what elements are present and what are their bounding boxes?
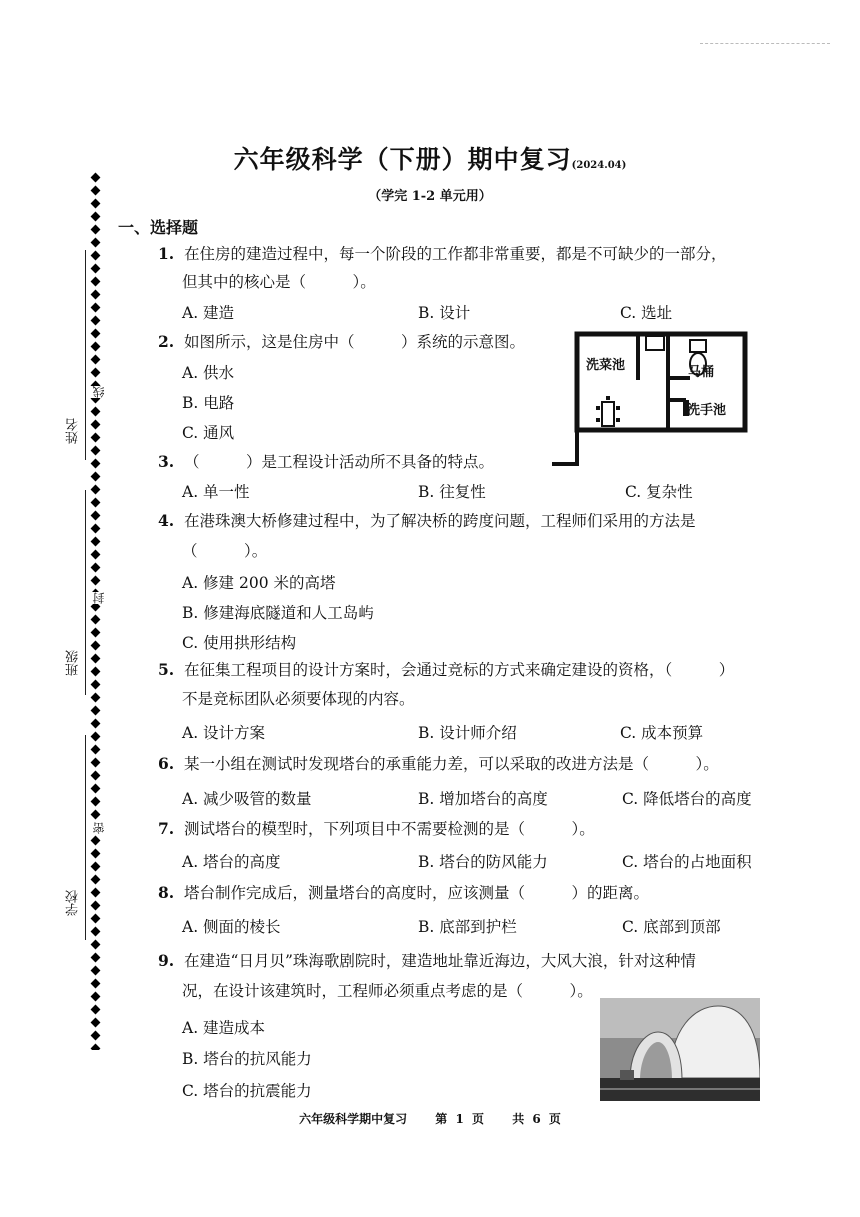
q9-option-a: A. 建造成本 (182, 1019, 266, 1037)
scan-artifact (700, 43, 830, 44)
supply-pipe (552, 430, 577, 464)
binding-diamond (90, 251, 100, 261)
binding-diamond (90, 576, 100, 586)
binding-diamond (90, 342, 100, 352)
question-2 (158, 331, 525, 353)
question-text-line: 在港珠澳大桥修建过程中，为了解决桥的跨度问题，工程师们采用的方法是 (184, 512, 696, 530)
binding-diamond (90, 628, 100, 638)
question-number: 6. (158, 754, 175, 773)
q1-option-a: A. 建造 (182, 304, 235, 322)
binding-diamond (90, 459, 100, 469)
binding-diamond (90, 355, 100, 365)
binding-diamond (90, 420, 100, 430)
q5-option-a: A. 设计方案 (182, 724, 266, 742)
q2-option-b: B. 电路 (182, 394, 235, 412)
footer-total: 共 6 页 (512, 1112, 561, 1126)
q4-option-b: B. 修建海底隧道和人工岛屿 (182, 604, 374, 622)
binding-diamond (90, 563, 100, 573)
question-text-line: 某一小组在测试时发现塔台的承重能力差，可以采取的改进方法是（ ）。 (184, 755, 719, 773)
binding-diamond (90, 524, 100, 534)
binding-diamond (90, 888, 100, 898)
class-label: 班级 (66, 650, 81, 676)
binding-diamond (90, 238, 100, 248)
question-number: 3. (158, 452, 175, 471)
binding-diamond (90, 641, 100, 651)
binding-diamond (90, 1031, 100, 1041)
q8-option-b: B. 底部到护栏 (418, 918, 517, 936)
question-7 (158, 818, 595, 840)
binding-diamond (90, 914, 100, 924)
question-9-line-2: 况，在设计该建筑时，工程师必须重点考虑的是（ ）。 (182, 982, 593, 1000)
opera-house-illustration (600, 998, 760, 1101)
binding-diamond (90, 771, 100, 781)
binding-diamond (90, 1018, 100, 1028)
binding-diamond (90, 472, 100, 482)
question-4 (158, 510, 696, 532)
binding-diamond (90, 706, 100, 716)
q4-option-a: A. 修建 200 米的高塔 (182, 574, 336, 592)
binding-diamond-border (88, 170, 102, 1050)
dining-table-icon (602, 402, 614, 426)
q7-option-a: A. 塔台的高度 (182, 853, 281, 871)
question-text-line: 在住房的建造过程中，每一个阶段的工作都非常重要，都是不可缺少的一部分， (184, 245, 727, 263)
class-blank-line (85, 490, 86, 695)
q6-option-b: B. 增加塔台的高度 (418, 790, 548, 808)
binding-diamond (90, 667, 100, 677)
question-number: 9. (158, 951, 175, 970)
binding-diamond (90, 849, 100, 859)
binding-diamond (90, 966, 100, 976)
binding-diamond (90, 407, 100, 417)
binding-diamond (90, 1005, 100, 1015)
toilet-tank (690, 340, 706, 352)
q9-option-c: C. 塔台的抗震能力 (182, 1082, 312, 1100)
question-text-line: 如图所示，这是住房中（ ）系统的示意图。 (184, 333, 526, 351)
q8-option-c: C. 底部到顶部 (622, 918, 721, 936)
question-1-line-2: 但其中的核心是（ ）。 (182, 273, 376, 291)
opera-house-photo (600, 998, 760, 1101)
title-date: (2024.04) (571, 160, 627, 171)
binding-diamond (90, 875, 100, 885)
binding-diamond (90, 784, 100, 794)
binding-diamond (90, 797, 100, 807)
q5-option-b: B. 设计师介绍 (418, 724, 517, 742)
binding-diamond (90, 927, 100, 937)
q2-option-a: A. 供水 (182, 364, 235, 382)
q6-option-c: C. 降低塔台的高度 (622, 790, 752, 808)
school-label: 学校 (66, 890, 81, 916)
name-blank-line (85, 250, 86, 460)
question-8 (158, 882, 649, 904)
question-number: 4. (158, 511, 175, 530)
binding-diamond (90, 693, 100, 703)
q2-option-c: C. 通风 (182, 424, 235, 442)
q5-option-c: C. 成本预算 (620, 724, 704, 742)
binding-diamond (90, 550, 100, 560)
binding-diamond (90, 316, 100, 326)
sink-fixture (646, 336, 664, 350)
footer-name: 六年级科学期中复习 (299, 1112, 408, 1126)
question-9 (158, 950, 696, 972)
binding-diamond (90, 979, 100, 989)
q7-option-c: C. 塔台的占地面积 (622, 853, 752, 871)
q3-option-b: B. 往复性 (418, 483, 486, 501)
question-3 (158, 451, 494, 473)
question-number: 7. (158, 819, 175, 838)
question-text-line: 在征集工程项目的设计方案时，会通过竞标的方式来确定建设的资格，（ ） (184, 661, 735, 679)
binding-diamond (90, 329, 100, 339)
q8-option-a: A. 侧面的棱长 (182, 918, 281, 936)
question-text-line: 在建造“日月贝”珠海歌剧院时，建造地址靠近海边，大风大浪，针对这种情 (184, 952, 696, 970)
binding-diamond (90, 498, 100, 508)
binding-diamond (90, 745, 100, 755)
binding-diamond (90, 485, 100, 495)
binding-diamond (90, 303, 100, 313)
question-number: 2. (158, 332, 175, 351)
binding-diamond (90, 758, 100, 768)
q6-option-a: A. 减少吸管的数量 (182, 790, 312, 808)
q7-option-b: B. 塔台的防风能力 (418, 853, 548, 871)
title-text: 六年级科学（下册）期中复习 (233, 145, 572, 174)
binding-diamond (90, 615, 100, 625)
binding-diamond (90, 537, 100, 547)
q3-option-c: C. 复杂性 (625, 483, 693, 501)
binding-diamond (90, 225, 100, 235)
question-number: 1. (158, 244, 175, 263)
binding-diamond (90, 680, 100, 690)
q4-option-c: C. 使用拱形结构 (182, 634, 297, 652)
binding-diamond (90, 901, 100, 911)
binding-diamond (90, 654, 100, 664)
basin-label: 洗手池 (687, 403, 727, 418)
q9-option-b: B. 塔台的抗风能力 (182, 1050, 312, 1068)
question-number: 5. (158, 660, 175, 679)
binding-mark-seal: 封 (92, 592, 106, 604)
footer-page: 第 1 页 (435, 1112, 484, 1126)
name-label: 姓名 (66, 418, 81, 444)
binding-mark-line: 线 (92, 386, 106, 398)
question-5-line-2: 不是竞标团队必须要体现的内容。 (182, 690, 415, 708)
question-text-line: 测试塔台的模型时，下列项目中不需要检测的是（ ）。 (184, 820, 595, 838)
page-subtitle: （学完 1-2 单元用） (368, 189, 492, 204)
question-1 (158, 243, 727, 265)
binding-diamond (90, 862, 100, 872)
binding-diamond (90, 433, 100, 443)
question-text-line: 塔台制作完成后，测量塔台的高度时，应该测量（ ）的距离。 (184, 884, 650, 902)
q3-option-a: A. 单一性 (182, 483, 250, 501)
binding-diamond (90, 940, 100, 950)
page-footer (0, 1110, 860, 1127)
binding-diamond (90, 836, 100, 846)
binding-diamond (90, 810, 100, 820)
binding-diamond (90, 290, 100, 300)
binding-diamond (90, 446, 100, 456)
section-title: 一、选择题 (118, 218, 199, 237)
q1-option-b: B. 设计 (418, 304, 471, 322)
binding-diamond (90, 511, 100, 521)
question-6 (158, 753, 719, 775)
page-title (0, 140, 860, 176)
question-4-line-2: （ ）。 (182, 542, 268, 560)
binding-diamond (90, 277, 100, 287)
school-blank-line (85, 735, 86, 940)
binding-diamond (90, 732, 100, 742)
q1-option-c: C. 选址 (620, 304, 673, 322)
binding-diamond (90, 1044, 100, 1050)
question-number: 8. (158, 883, 175, 902)
binding-diamond (90, 953, 100, 963)
binding-diamond (90, 264, 100, 274)
water-supply-diagram (550, 330, 750, 468)
question-text-line: （ ）是工程设计活动所不具备的特点。 (184, 453, 495, 471)
question-5 (158, 659, 734, 681)
toilet-label: 马桶 (688, 365, 715, 380)
binding-diamond (90, 992, 100, 1002)
binding-mark-secret: 密 (92, 822, 106, 834)
sink-label: 洗菜池 (586, 358, 626, 373)
binding-diamond (90, 719, 100, 729)
binding-diamond (90, 212, 100, 222)
binding-diamond (90, 368, 100, 378)
